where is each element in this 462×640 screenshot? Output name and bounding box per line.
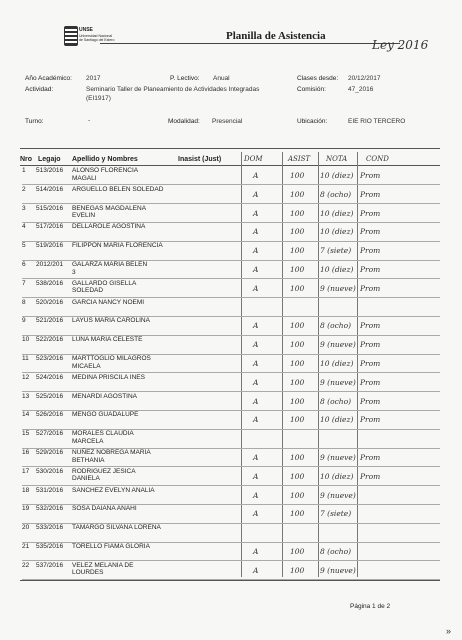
row-asist: 100 — [290, 415, 305, 425]
row-nombre: ALONSO FLORENCIA — [72, 167, 139, 174]
row-legajo: 521/2016 — [36, 317, 64, 325]
row-nota: 10 (diez) — [320, 265, 354, 274]
table-bottom-rule — [20, 580, 440, 581]
actividad-label: Actividad: — [25, 86, 54, 93]
turno-value: - — [88, 117, 91, 124]
row-nota: 9 (nueve) — [320, 283, 356, 293]
row-dom: A — [253, 377, 259, 387]
col-header-inasist: Inasist (Just) — [178, 156, 222, 163]
ubicacion-value: EIE RIO TERCERO — [348, 118, 406, 125]
row-dom: A — [253, 189, 259, 199]
col-header-cond: COND — [366, 155, 389, 163]
col-header-nro: Nro — [20, 156, 33, 163]
row-legajo: 524/2016 — [36, 373, 64, 381]
clases-label: Clases desde: — [297, 75, 339, 82]
row-nro: 19 — [22, 505, 30, 513]
modalidad-value: Presencial — [212, 118, 243, 125]
row-legajo: 529/2016 — [36, 449, 64, 456]
row-asist: 100 — [290, 547, 305, 556]
row-dom: A — [253, 547, 259, 556]
row-dom: A — [253, 453, 259, 462]
row-nota: 9 (nueve) — [320, 340, 356, 350]
row-legajo: 526/2016 — [36, 411, 64, 419]
actividad-value-line-1: Seminario Taller de Planeamiento de Actividades Integradas — [86, 86, 260, 93]
row-nombre: GARCIA NANCY NOEMI — [72, 298, 145, 306]
row-nombre-cont: EVELIN — [72, 212, 96, 220]
row-legajo: 533/2016 — [36, 524, 64, 532]
row-legajo: 535/2016 — [36, 543, 64, 550]
row-nombre: TORELLO FIAMA GLORIA — [72, 543, 150, 550]
turno-label: Turno: — [25, 118, 44, 125]
row-nota: 8 (ocho) — [320, 189, 352, 199]
row-dom: A — [253, 208, 259, 218]
anio-value: 2017 — [86, 75, 101, 82]
row-nombre: VELEZ MELANIA DE — [72, 561, 134, 569]
logo-subtitle — [79, 34, 114, 42]
row-nro: 5 — [22, 242, 26, 250]
row-cond: Prom — [360, 189, 381, 199]
row-nro: 6 — [22, 261, 26, 268]
row-nota: 9 (nueve) — [320, 453, 356, 462]
row-asist: 100 — [290, 189, 305, 199]
column-divider — [282, 152, 283, 577]
row-nota: 9 (nueve) — [320, 377, 356, 387]
row-asist: 100 — [290, 471, 305, 481]
row-nombre-cont: MICAELA — [72, 362, 101, 370]
row-legajo: 517/2016 — [36, 223, 64, 231]
row-nro: 20 — [22, 524, 30, 532]
col-header-asist: ASIST — [288, 155, 311, 163]
row-nombre: GALLARDO GISELLA — [72, 279, 137, 287]
row-nro: 11 — [22, 355, 29, 362]
row-nombre: MORALES CLAUDIA — [72, 430, 134, 438]
row-nro: 21 — [22, 543, 30, 550]
row-nota: 7 (siete) — [320, 246, 352, 256]
row-nro: 7 — [22, 279, 26, 287]
row-legajo: 522/2016 — [36, 336, 64, 344]
row-legajo: 525/2016 — [36, 392, 64, 400]
row-legajo: 519/2016 — [36, 242, 64, 250]
row-nombre-cont: BETHANIA — [72, 456, 105, 464]
row-nota: 8 (ocho) — [320, 321, 352, 331]
row-asist: 100 — [290, 208, 305, 218]
row-cond: Prom — [360, 246, 381, 256]
row-dom: A — [253, 415, 259, 425]
row-nota: 10 (diez) — [320, 227, 354, 237]
row-dom: A — [253, 171, 259, 180]
row-dom: A — [253, 471, 259, 481]
row-dom: A — [253, 321, 259, 331]
row-nombre-cont: MARCELA — [72, 437, 104, 445]
row-nombre: LAYUS MARIA CAROLINA — [72, 317, 150, 325]
row-dom: A — [253, 509, 259, 519]
row-nota: 8 (ocho) — [320, 396, 352, 406]
row-nro: 13 — [22, 392, 30, 400]
row-nombre: TAMARGO SILVANA LORENA — [72, 524, 161, 532]
row-asist: 100 — [290, 283, 305, 293]
row-nro: 17 — [22, 467, 30, 475]
row-nota: 10 (diez) — [320, 171, 354, 180]
row-cond: Prom — [360, 396, 381, 406]
comision-label: Comisión: — [297, 86, 326, 93]
row-nro: 22 — [22, 561, 30, 569]
lectivo-label: P. Lectivo: — [170, 75, 200, 82]
row-nombre-cont: 3 — [72, 268, 76, 276]
row-cond: Prom — [360, 415, 381, 425]
row-cond: Prom — [360, 283, 381, 293]
row-nombre: NUÑEZ NOBREGA MARIA — [72, 449, 151, 456]
column-divider — [318, 152, 319, 577]
logo-subtitle-line-2: de Santiago del Estero — [79, 38, 115, 42]
table-top-rule — [20, 148, 440, 149]
row-asist: 100 — [290, 359, 305, 368]
row-asist: 100 — [290, 227, 305, 237]
row-asist: 100 — [290, 565, 305, 575]
row-nombre: SOSA DAIANA ANAHI — [72, 505, 137, 513]
row-nombre-cont: SOLEDAD — [72, 287, 104, 295]
logo-subtitle-line-1: Universidad Nacional — [79, 34, 113, 38]
row-nombre: BENEGAS MAGDALENA — [72, 204, 147, 212]
row-nombre: FILIPPON MARIA FLORENCIA — [72, 242, 163, 250]
row-asist: 100 — [290, 509, 305, 519]
page-number: Página 1 de 2 — [350, 603, 391, 610]
table-header-rule — [20, 165, 440, 166]
clases-value: 20/12/2017 — [348, 75, 381, 82]
row-nombre: MENGO GUADALUPE — [72, 411, 139, 419]
ubicacion-label: Ubicación: — [297, 118, 328, 125]
row-asist: 100 — [290, 340, 305, 350]
col-header-nota: NOTA — [326, 155, 348, 163]
row-cond: Prom — [360, 340, 381, 350]
row-legajo: 523/2016 — [36, 355, 64, 362]
row-nota: 8 (ocho) — [320, 547, 352, 556]
row-dom: A — [253, 396, 259, 406]
row-asist: 100 — [290, 377, 305, 387]
row-nro: 16 — [22, 449, 30, 456]
row-dom: A — [253, 490, 259, 500]
comision-value: 47_2016 — [348, 86, 374, 93]
university-logo-icon — [64, 26, 78, 46]
row-dom: A — [253, 565, 259, 575]
column-divider — [241, 152, 242, 577]
row-asist: 100 — [290, 265, 305, 274]
row-nombre: RODRIGUEZ JESICA — [72, 467, 136, 475]
row-dom: A — [253, 227, 259, 237]
row-legajo: 527/2016 — [36, 430, 64, 438]
row-cond: Prom — [360, 453, 381, 462]
row-nro: 8 — [22, 298, 26, 306]
row-legajo: 531/2016 — [36, 486, 64, 494]
row-cond: Prom — [360, 321, 381, 331]
corner-mark: » — [446, 626, 452, 636]
row-cond: Prom — [360, 265, 381, 274]
row-nro: 18 — [22, 486, 30, 494]
row-nombre-cont: DANIELA — [72, 475, 100, 483]
row-cond: Prom — [360, 377, 381, 387]
actividad-value-line-2: (EI1917) — [86, 95, 111, 102]
row-asist: 100 — [290, 453, 305, 462]
row-nombre: DELLAROLE AGOSTINA — [72, 223, 146, 231]
row-cond: Prom — [360, 171, 381, 180]
row-nro: 4 — [22, 223, 26, 231]
row-asist: 100 — [290, 246, 305, 256]
col-header-nombre: Apellido y Nombres — [72, 156, 138, 163]
modalidad-label: Modalidad: — [168, 118, 200, 125]
title-rule — [100, 43, 400, 44]
row-legajo: 538/2016 — [36, 279, 64, 287]
row-nota: 10 (diez) — [320, 208, 354, 218]
row-cond: Prom — [360, 471, 381, 481]
col-header-legajo: Legajo — [38, 156, 61, 163]
row-legajo: 513/2016 — [36, 167, 64, 174]
row-nombre-cont: MAGALI — [72, 174, 97, 182]
row-nro: 3 — [22, 204, 26, 212]
row-cond: Prom — [360, 227, 381, 237]
row-nombre: MARTTOGLIO MILAGROS — [72, 355, 151, 362]
anio-label: Año Académico: — [25, 75, 72, 82]
page-title: Planilla de Asistencia — [226, 30, 326, 42]
row-asist: 100 — [290, 396, 305, 406]
row-nombre: MEDINA PRISCILA INES — [72, 373, 145, 381]
row-nro: 14 — [22, 411, 30, 419]
row-legajo: 532/2016 — [36, 505, 64, 513]
row-nombre: LUNA MARIA CELESTE — [72, 336, 143, 344]
row-nro: 1 — [22, 167, 26, 174]
row-dom: A — [253, 246, 259, 256]
row-nombre: ARGUELLO BELEN SOLEDAD — [72, 185, 164, 193]
row-nro: 9 — [22, 317, 26, 325]
row-nombre-cont: LOURDES — [72, 569, 104, 577]
col-header-dom: DOM — [244, 155, 263, 163]
row-nota: 10 (diez) — [320, 359, 354, 368]
row-cond: Prom — [360, 359, 381, 368]
row-nombre: SANCHEZ EVELYN ANALIA — [72, 486, 155, 494]
row-dom: A — [253, 265, 259, 274]
row-nro: 10 — [22, 336, 30, 344]
row-asist: 100 — [290, 490, 305, 500]
row-nro: 15 — [22, 430, 30, 438]
row-legajo: 530/2016 — [36, 467, 64, 475]
row-legajo: 2012/201 — [36, 261, 64, 268]
logo-name: UNSE — [79, 27, 93, 33]
row-cond: Prom — [360, 208, 381, 218]
row-nota: 9 (nueve) — [320, 565, 356, 575]
row-nota: 9 (nueve) — [320, 490, 356, 500]
row-legajo: 537/2016 — [36, 561, 64, 569]
row-nota: 7 (siete) — [320, 509, 352, 519]
row-dom: A — [253, 359, 259, 368]
row-asist: 100 — [290, 321, 305, 331]
row-legajo: 520/2016 — [36, 298, 64, 306]
row-legajo: 514/2016 — [36, 185, 64, 193]
row-dom: A — [253, 340, 259, 350]
row-nro: 12 — [22, 373, 30, 381]
row-dom: A — [253, 283, 259, 293]
row-nombre: MENARDI AGOSTINA — [72, 392, 138, 400]
row-nota: 10 (diez) — [320, 471, 354, 481]
row-nro: 2 — [22, 185, 26, 193]
row-nombre: GALARZA MARIA BELEN — [72, 261, 148, 268]
row-nota: 10 (diez) — [320, 415, 354, 425]
row-asist: 100 — [290, 171, 305, 180]
handwritten-annotation: Ley 2016 — [372, 38, 429, 52]
column-divider — [357, 152, 358, 577]
row-legajo: 515/2016 — [36, 204, 64, 212]
lectivo-value: Anual — [213, 75, 230, 82]
